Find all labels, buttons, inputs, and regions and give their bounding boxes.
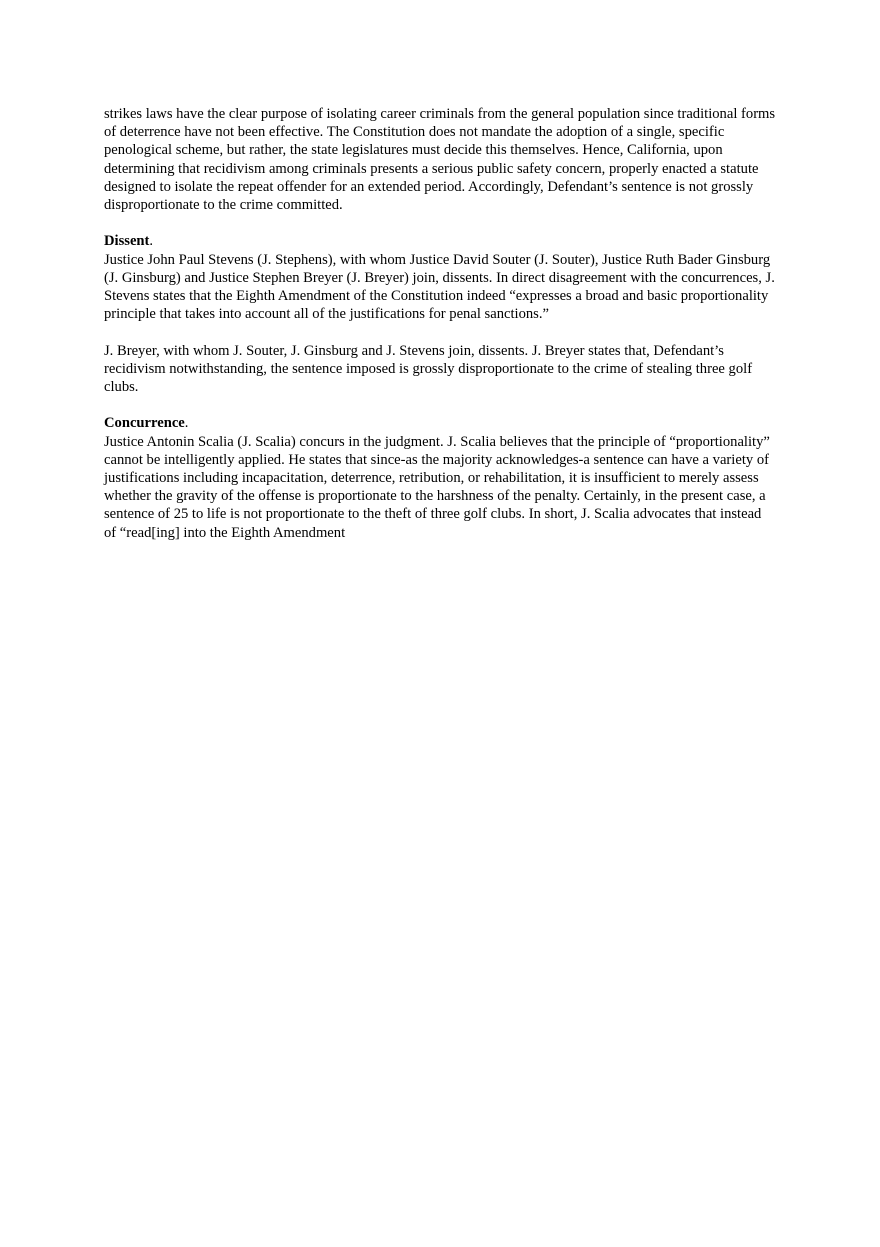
dissent-paragraph-stevens: Justice John Paul Stevens (J. Stephens), with whom Justice David Souter (J. Souter), Justice Ruth Bader Ginsburg (J. Ginsburg) and Justice Stephen Breyer (J. Breyer) join, dissents. In direct disagreement with the concurrences, J. Stevens states that the Eighth Amendment of the Constitution indeed “expresses a broad and basic proportionality principle that takes into account all of the justifications for penal sanctions.” [104,251,775,323]
document-page [104,105,776,542]
dissent-paragraph-breyer: J. Breyer, with whom J. Souter, J. Ginsburg and J. Stevens join, dissents. J. Breyer states that, Defendant’s recidivism notwithstanding, the sentence imposed is grossly disproportionate to the crime of stealing three golf clubs. [104,342,753,396]
paragraph-spacer [104,396,776,414]
concurrence-heading-line [104,414,776,432]
dissent-heading-punct: . [149,233,154,250]
intro-paragraph: strikes laws have the clear purpose of isolating career criminals from the general population since traditional forms of deterrence have not been effective. The Constitution does not mandate the adoption of a single, specific penological scheme, but rather, the state legislatures must decide this themselves. Hence, California, upon determining that recidivism among criminals presents a serious public safety concern, properly enacted a statute designed to isolate the repeat offender for an extended period. Accordingly, Defendant’s sentence is not grossly disproportionate to the crime committed. [104,106,776,214]
concurrence-heading: Concurrence [104,415,185,432]
dissent-heading: Dissent [104,233,150,250]
concurrence-heading-punct: . [184,415,189,432]
concurrence-paragraph-scalia: Justice Antonin Scalia (J. Scalia) concurs in the judgment. J. Scalia believes that the principle of “proportionality” cannot be intelligently applied. He states that since-as the majority acknowledges-a sentence can have a variety of justifications including incapacitation, deterrence, retribution, or rehabilitation, it is insufficient to merely assess whether the gravity of the offense is proportionate to the harshness of the penalty. Certainly, in the present case, a sentence of 25 to life is not proportionate to the theft of three golf clubs. In short, J. Scalia advocates that instead of “read[ing] into the Eighth Amendment [104,433,770,541]
paragraph-spacer [104,214,776,232]
paragraph-spacer [104,323,776,341]
dissent-heading-line [104,232,776,250]
